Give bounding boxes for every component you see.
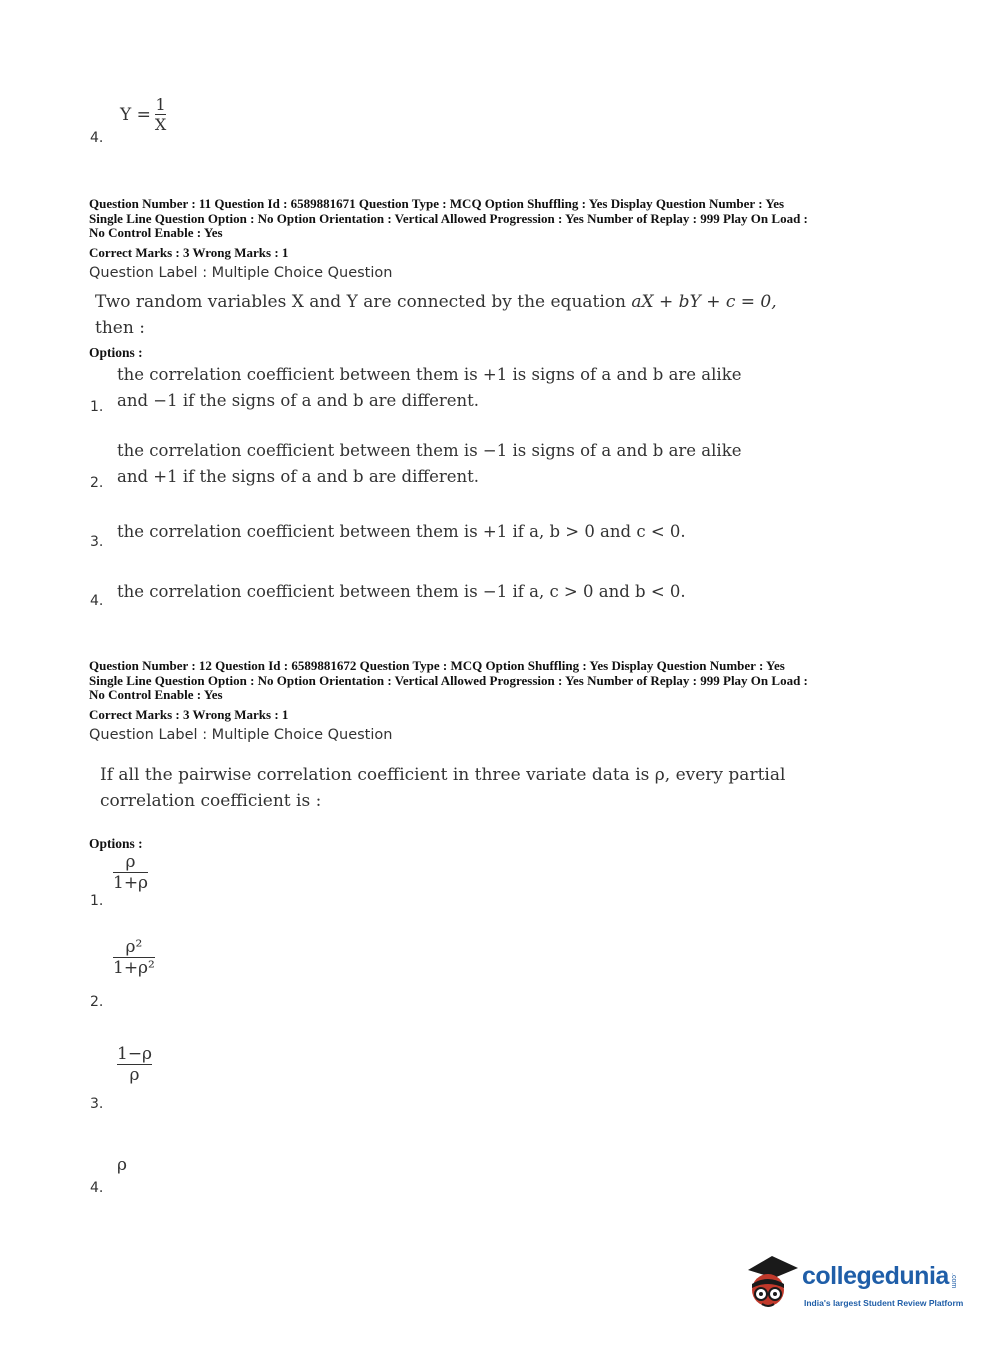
option-fraction — [117, 1044, 152, 1086]
option-number: 4. — [90, 593, 104, 609]
option-value: ρ — [117, 1155, 127, 1175]
question-text-line: If all the pairwise correlation coefficient in three variate data is ρ, every partial — [100, 765, 786, 785]
question-text-line: then : — [95, 318, 145, 338]
meta-line: Question Number : 12 Question Id : 6589881672 Question Type : MCQ Option Shuffling : Yes Display Question Number : Yes — [89, 658, 785, 673]
fraction-denominator: X — [154, 115, 167, 135]
option-text-line: and −1 if the signs of a and b are different. — [117, 391, 480, 410]
fraction-denominator: 1+ρ² — [113, 958, 155, 979]
option-text-line: and +1 if the signs of a and b are different. — [117, 467, 480, 486]
meta-line: Question Number : 11 Question Id : 6589881671 Question Type : MCQ Option Shuffling : Yes Display Question Number : Yes — [89, 196, 785, 211]
question-equation: aX + bY + c = 0, — [631, 292, 777, 312]
option-fraction — [113, 852, 148, 894]
option-number: 2. — [90, 475, 104, 491]
option-number: 3. — [90, 1096, 104, 1112]
question-text — [95, 289, 855, 341]
question-label: Question Label : Multiple Choice Question — [89, 265, 393, 281]
option-text-line: the correlation coefficient between them is +1 is signs of a and b are alike — [117, 365, 742, 384]
question-meta — [89, 197, 919, 241]
option-text — [117, 362, 817, 414]
question-meta — [89, 659, 919, 703]
options-heading: Options : — [89, 345, 143, 360]
question-text-line: correlation coefficient is : — [100, 791, 322, 811]
option-text: the correlation coefficient between them is +1 if a, b > 0 and c < 0. — [117, 522, 686, 541]
meta-line: No Control Enable : Yes — [89, 225, 223, 240]
marks-info: Correct Marks : 3 Wrong Marks : 1 — [89, 707, 289, 722]
option-number: 1. — [90, 893, 104, 909]
option-number: 2. — [90, 994, 104, 1010]
fraction-numerator: 1−ρ — [117, 1044, 153, 1064]
marks-info: Correct Marks : 3 Wrong Marks : 1 — [89, 245, 289, 260]
option-text — [117, 438, 817, 490]
question-text-line: Two random variables X and Y are connected by the equation — [95, 292, 632, 312]
brand-name: collegedunia — [802, 1262, 949, 1290]
fraction-denominator: 1+ρ — [113, 873, 149, 894]
question-text — [100, 762, 860, 814]
question-label: Question Label : Multiple Choice Question — [89, 727, 393, 743]
fraction — [155, 95, 166, 134]
brand-logo — [742, 1250, 972, 1320]
option-number: 3. — [90, 534, 104, 550]
meta-line: Single Line Question Option : No Option Orientation : Vertical Allowed Progression : Yes Number of Replay : 999 Play On Load : — [89, 672, 808, 688]
option-text: the correlation coefficient between them is −1 if a, c > 0 and b < 0. — [117, 582, 686, 601]
options-heading: Options : — [89, 836, 143, 851]
brand-suffix: .com — [949, 1272, 957, 1288]
option-number: 4. — [90, 130, 104, 146]
fraction-denominator: ρ — [129, 1065, 140, 1086]
formula-lhs: Y = — [120, 104, 151, 125]
meta-line: Single Line Question Option : No Option Orientation : Vertical Allowed Progression : Yes Number of Replay : 999 Play On Load : — [89, 210, 808, 226]
meta-line: No Control Enable : Yes — [89, 687, 223, 702]
brand-tagline: India's largest Student Review Platform — [804, 1298, 964, 1308]
option-text-line: the correlation coefficient between them is −1 is signs of a and b are alike — [117, 441, 742, 460]
fraction-numerator: 1 — [155, 95, 166, 114]
option-number: 1. — [90, 399, 104, 415]
fraction-numerator: ρ — [125, 852, 136, 872]
option-number: 4. — [90, 1180, 104, 1196]
option-fraction — [113, 937, 155, 979]
mascot-icon — [742, 1250, 802, 1312]
option-formula — [120, 95, 166, 134]
fraction-numerator: ρ² — [125, 937, 143, 957]
